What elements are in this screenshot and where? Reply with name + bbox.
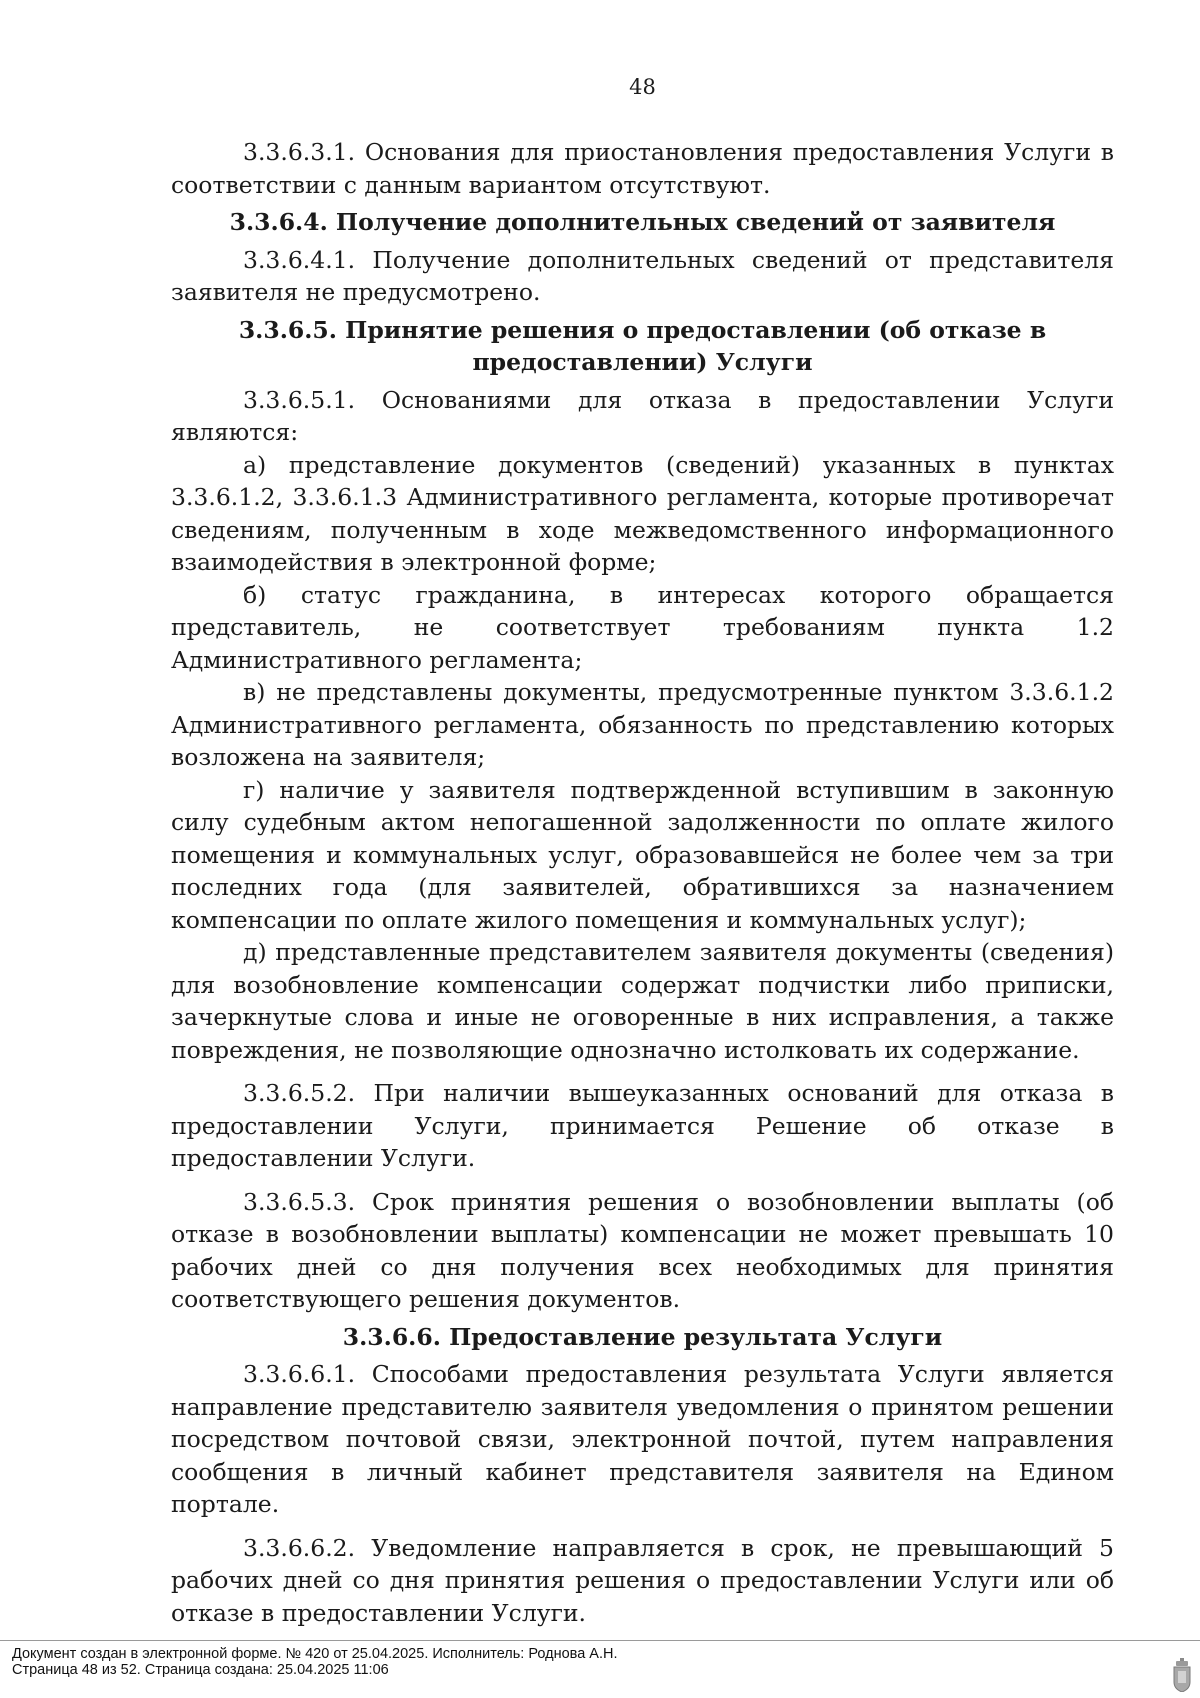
paragraph: г) наличие у заявителя подтвержденной вступившим в законную силу судебным актом непогашенной задолженности по оплате жилого помещения и коммунальных услуг, образовавшейся не более чем за три последних года (для заявителей, обратившихся за назначением компенсации по оплате жилого помещения и коммунальных услуг);: [171, 775, 1114, 934]
paragraph: 3.3.6.4.1. Получение дополнительных сведений от представителя заявителя не предусмотрено.: [171, 245, 1114, 306]
paragraph: б) статус гражданина, в интересах которого обращается представитель, не соответствует требованиям пункта 1.2 Административного регламента;: [171, 580, 1114, 674]
paragraph: 3.3.6.3.1. Основания для приостановления предоставления Услуги в соответствии с данным вариантом отсутствуют.: [171, 138, 1114, 199]
section-heading: [171, 201, 1114, 244]
document-body: [171, 136, 1114, 1629]
document-footer: [12, 1646, 618, 1678]
paragraph: в) не представлены документы, предусмотренные пунктом 3.3.6.1.2 Административного регламента, обязанность по представлению которых возложена на заявителя;: [171, 678, 1114, 771]
page-number: 48: [629, 75, 656, 99]
coat-of-arms-icon: [1172, 1658, 1192, 1692]
section-heading: [171, 309, 1114, 384]
section-heading-line: предоставлении) Услуги: [472, 348, 813, 376]
section-heading-line: 3.3.6.6. Предоставление результата Услуги: [342, 1322, 943, 1351]
paragraph: 3.3.6.6.2. Уведомление направляется в срок, не превышающий 5 рабочих дней со дня принятия решения о предоставлении Услуги или об отказе в предоставлении Услуги.: [171, 1533, 1114, 1627]
paragraph: 3.3.6.5.3. Срок принятия решения о возобновлении выплаты (об отказе в возобновлении выплаты) компенсации не может превышать 10 рабочих дней со дня получения всех необходимых для принятия соответствующего решения документов.: [171, 1187, 1114, 1313]
section-heading-line: 3.3.6.5. Принятие решения о предоставлении (об отказе в: [238, 315, 1047, 344]
section-heading-line: 3.3.6.4. Получение дополнительных сведений от заявителя: [229, 208, 1056, 236]
paragraph: 3.3.6.5.1. Основаниями для отказа в предоставлении Услуги являются:: [171, 385, 1114, 446]
paragraph: 3.3.6.5.2. При наличии вышеуказанных оснований для отказа в предоставлении Услуги, принимается Решение об отказе в предоставлении Услуги.: [171, 1079, 1114, 1172]
section-heading: [171, 1316, 1114, 1359]
footer-line-1: Документ создан в электронной форме. № 420 от 25.04.2025. Исполнитель: Роднова А.Н.: [12, 1646, 618, 1662]
footer-divider: [0, 1640, 1200, 1641]
paragraph: д) представленные представителем заявителя документы (сведения) для возобновление компенсации содержат подчистки либо приписки, зачеркнутые слова и иные не оговоренные в них исправления, а также повреждения, не позволяющие однозначно истолковать их содержание.: [171, 938, 1114, 1064]
footer-line-2: Страница 48 из 52. Страница создана: 25.04.2025 11:06: [12, 1662, 389, 1678]
paragraph: 3.3.6.6.1. Способами предоставления результата Услуги является направление представителю заявителя уведомления о принятом решении посредством почтовой связи, электронной почтой, путем направления сообщения в личный кабинет представителя заявителя на Едином портале.: [171, 1360, 1114, 1518]
paragraph: а) представление документов (сведений) указанных в пунктах 3.3.6.1.2, 3.3.6.1.3 Административного регламента, которые противоречат сведениям, полученным в ходе межведомственного информационного взаимодействия в электронной форме;: [171, 450, 1114, 576]
